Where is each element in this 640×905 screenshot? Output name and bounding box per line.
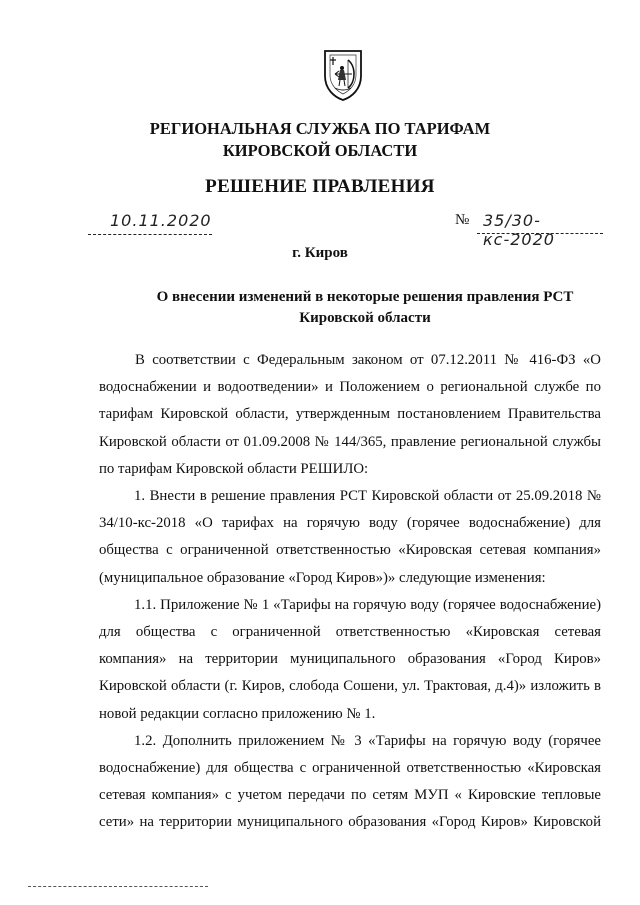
kirov-coat-of-arms-icon bbox=[321, 48, 365, 102]
footer-divider bbox=[28, 886, 208, 887]
document-body bbox=[99, 347, 601, 837]
organization-line-2: КИРОВСКОЙ ОБЛАСТИ bbox=[222, 141, 418, 160]
subject-line-2: Кировской области bbox=[299, 310, 431, 326]
subject-line-1: О внесении изменений в некоторые решения правления РСТ bbox=[156, 289, 574, 305]
organization-name bbox=[0, 118, 640, 162]
number-sign: № bbox=[455, 212, 470, 228]
document-type-title: РЕШЕНИЕ ПРАВЛЕНИЯ bbox=[205, 176, 435, 197]
item-1-paragraph: 1. Внести в решение правления РСТ Кировской области от 25.09.2018 № 34/10-кс-2018 «О тарифах на горячую воду (горячее водоснабжение) для общества с ограниченной ответственностью «Кировская сетевая компания» (муниципальное образование «Город Киров»)» следующие изменения: bbox=[99, 488, 601, 586]
organization-line-1: РЕГИОНАЛЬНАЯ СЛУЖБА ПО ТАРИФАМ bbox=[149, 119, 491, 138]
decision-subject bbox=[150, 287, 580, 329]
decision-number-field bbox=[455, 210, 603, 249]
decision-number-line bbox=[477, 210, 603, 249]
item-1-1-paragraph: 1.1. Приложение № 1 «Тарифы на горячую воду (горячее водоснабжение) для общества с ограниченной ответственностью «Кировская сетевая компания» на территории муниципального образования «Город Киров» Кировской области (г. Киров, слобода Сошени, ул. Трактовая, д.4)» изложить в новой редакции согласно приложению № 1. bbox=[99, 596, 601, 722]
preamble-paragraph: В соответствии с Федеральным законом от 07.12.2011 № 416-ФЗ «О водоснабжении и водоотведении» и Положением о региональной службе по тарифам Кировской области, утвержденным постановлением Правительства Кировской области от 01.09.2008 № 144/365, правление региональной службы по тарифам Кировской области РЕШИЛО: bbox=[99, 352, 601, 477]
city: г. Киров bbox=[292, 245, 348, 261]
item-1-2-paragraph: 1.2. Дополнить приложением № 3 «Тарифы на горячую воду (горячее водоснабжение) для общества с ограниченной ответственностью «Кировская сетевая компания» с учетом передачи по сетям МУП « Кировские тепловые сети» на территории муниципального образования «Город Киров» Кировской bbox=[99, 732, 601, 831]
decision-date-field bbox=[88, 210, 212, 235]
decision-number: 35/30-кс-2020 bbox=[483, 211, 555, 249]
decision-date: 10.11.2020 bbox=[110, 211, 212, 230]
